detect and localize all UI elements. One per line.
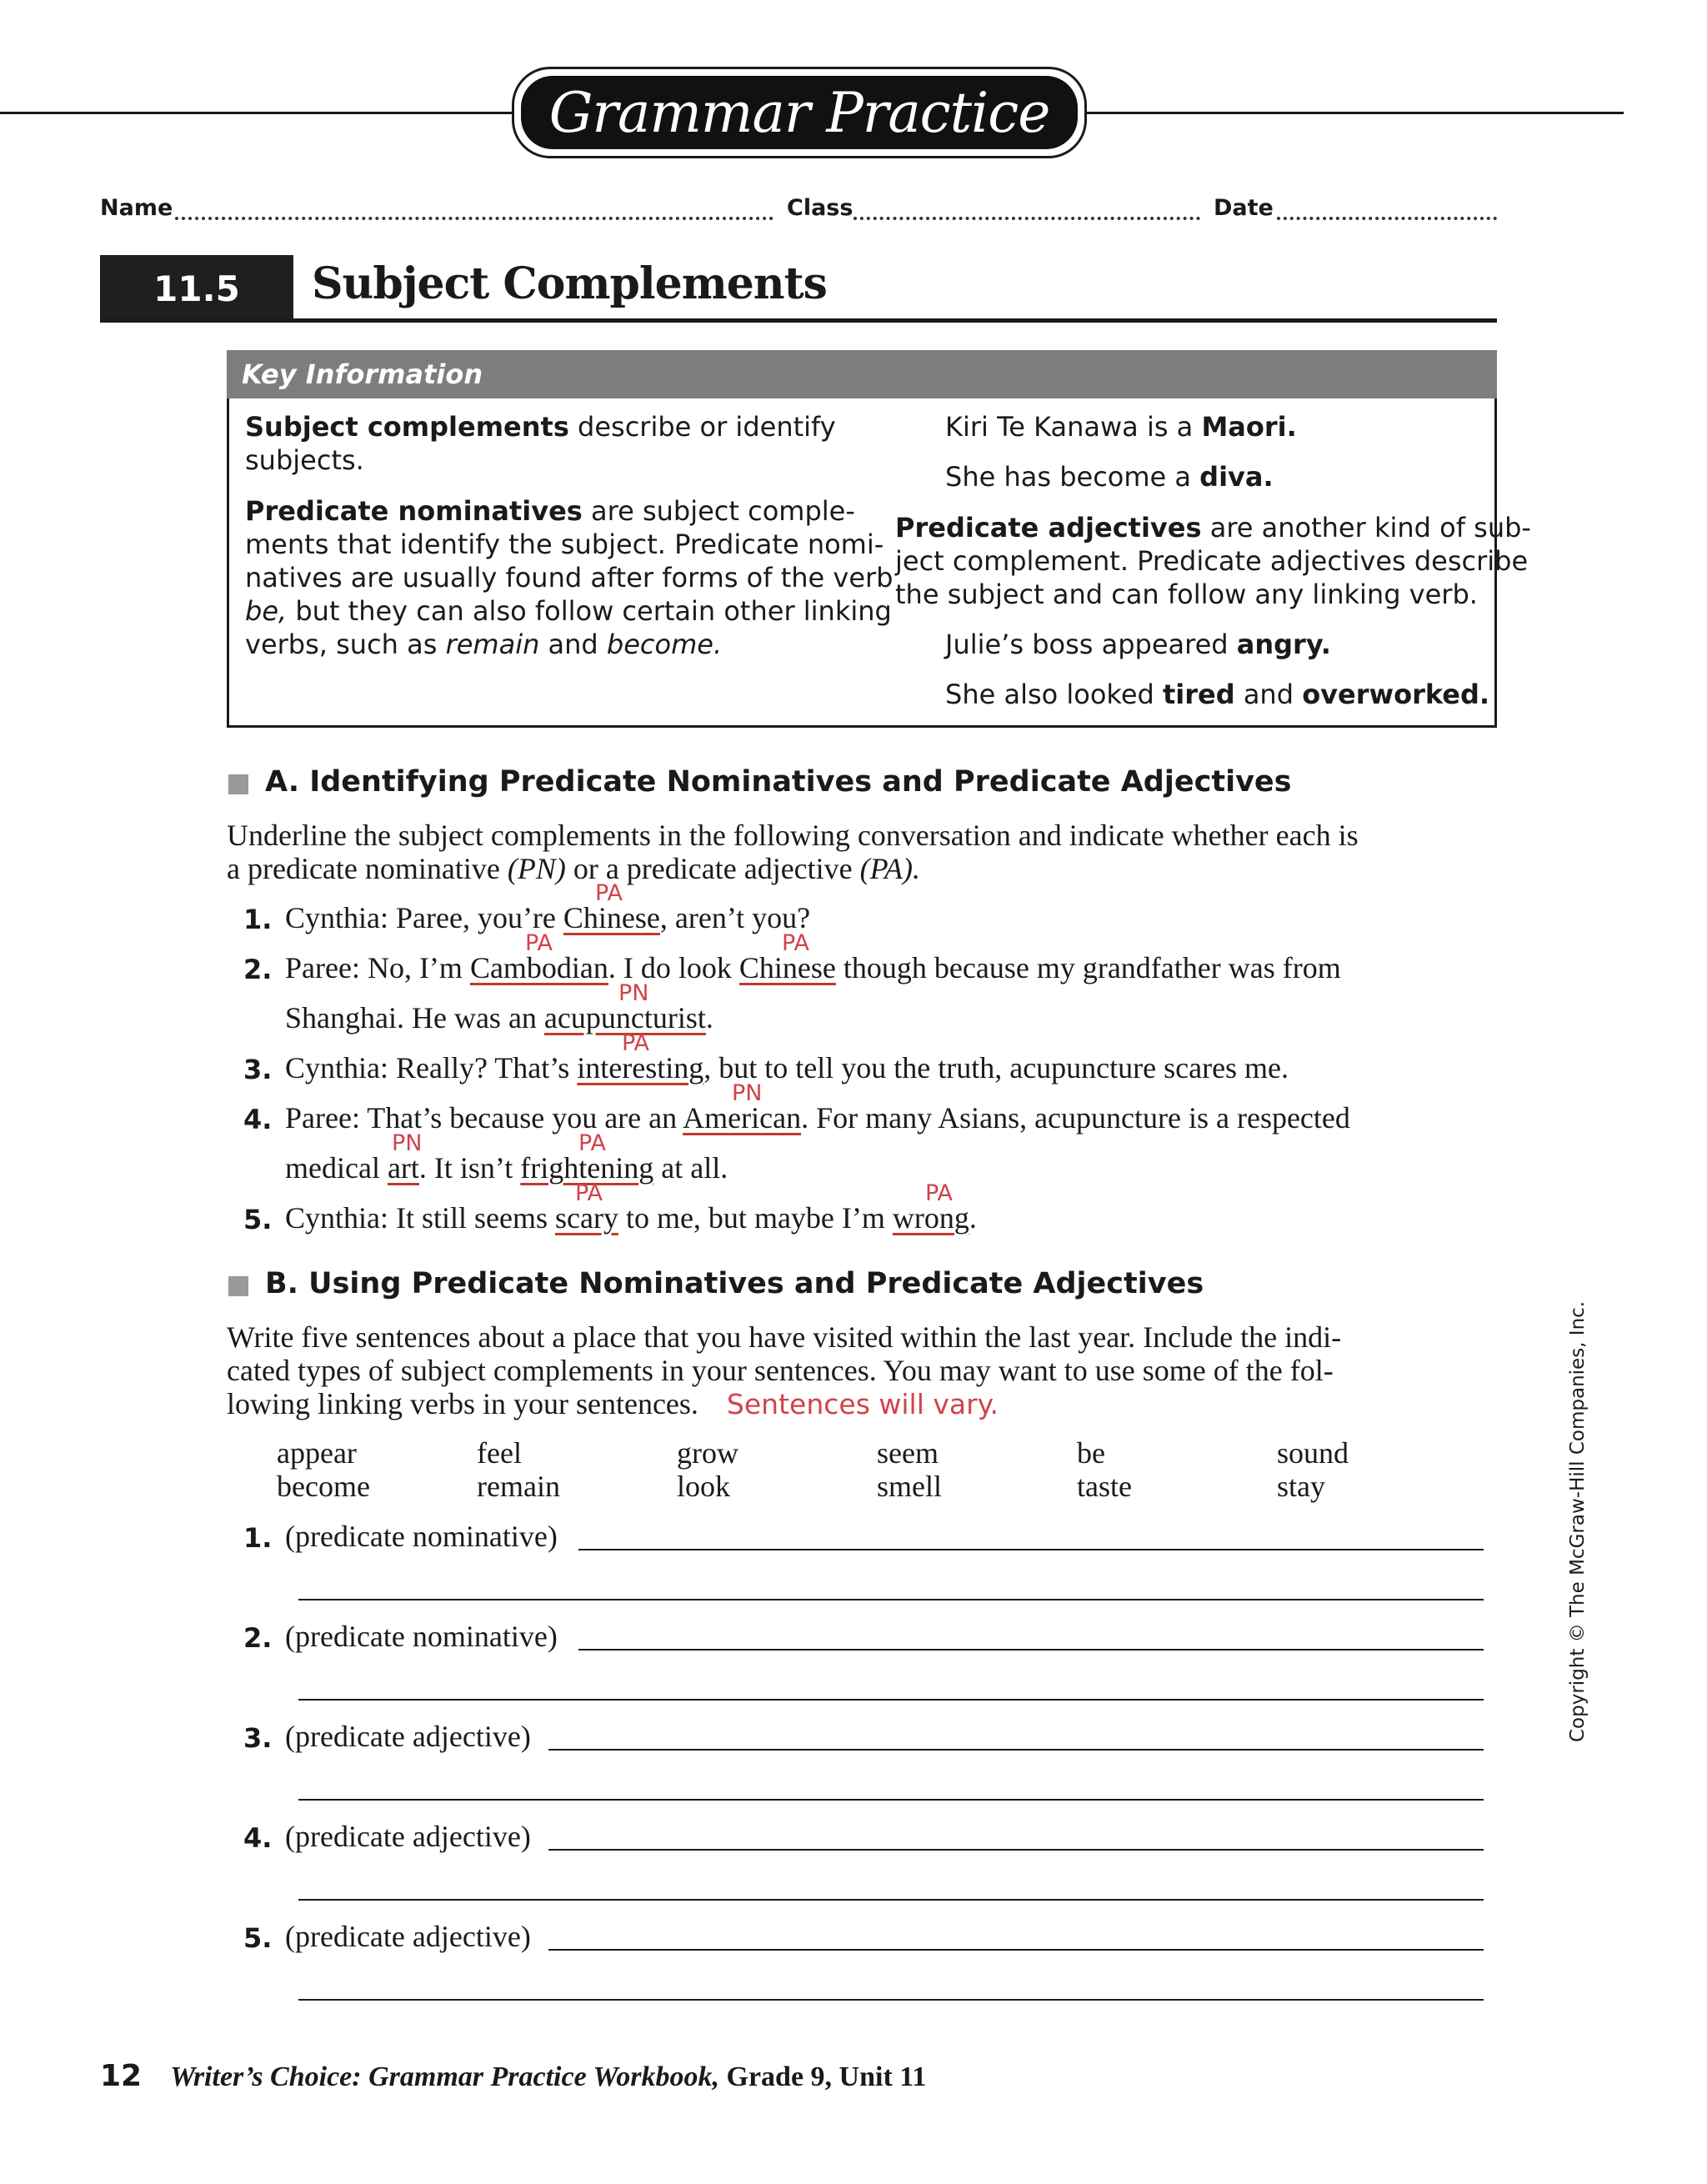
section-title: Subject Complements — [312, 258, 827, 309]
item-number: 1. — [243, 904, 273, 935]
writing-line[interactable] — [298, 1899, 1484, 1901]
part-b-square-icon — [228, 1276, 248, 1296]
part-a-instructions-line2: a predicate nominative (PN) or a predicate adjective (PA). — [227, 852, 920, 885]
underlined-complement: American — [683, 1101, 802, 1135]
banner-title: Grammar Practice — [521, 76, 1078, 149]
conversation-line: Paree: That’s because you are an American. For many Asians, acupuncture is a respected — [285, 1101, 1350, 1135]
book-title: Writer’s Choice: Grammar Practice Workbook, — [170, 2061, 719, 2092]
underlined-complement: art — [387, 1151, 419, 1185]
key-left-p2-line5: verbs, such as remain and become. — [245, 629, 723, 660]
writing-line[interactable] — [548, 1749, 1484, 1751]
key-left-p2-line2: ments that identify the subject. Predicate nomi- — [245, 528, 884, 560]
key-left-p1-line1: Subject complements describe or identify — [245, 411, 836, 443]
item-number: 5. — [243, 1204, 273, 1235]
key-example-3: Julie’s boss appeared angry. — [945, 629, 1331, 660]
writing-line[interactable] — [298, 1999, 1484, 2001]
date-field[interactable] — [1277, 217, 1497, 220]
writing-line[interactable] — [548, 1849, 1484, 1851]
underlined-complement: Chinese — [738, 951, 836, 984]
item-number: 4. — [243, 1104, 273, 1135]
complement-mark: PA — [622, 1030, 650, 1056]
verb: be — [1077, 1436, 1105, 1470]
complement-mark: PA — [575, 1180, 603, 1206]
item-number: 5. — [243, 1922, 273, 1954]
part-b-instructions-line2: cated types of subject complements in your sentences. You may want to use some of the fol- — [227, 1354, 1334, 1387]
underlined-complement: Chinese — [563, 901, 660, 934]
conversation-line: Cynthia: It still seems scary to me, but maybe I’m wrong. — [285, 1201, 977, 1235]
page-footer — [100, 2059, 926, 2093]
key-left-p2-line4: be, but they can also follow certain other linking — [245, 595, 892, 627]
writing-line[interactable] — [298, 1699, 1484, 1701]
item-label: (predicate adjective) — [285, 1920, 531, 1953]
writing-line[interactable] — [578, 1649, 1484, 1651]
part-a-title: A. Identifying Predicate Nominatives and Predicate Adjectives — [265, 765, 1292, 799]
verb: look — [677, 1470, 731, 1503]
conversation-line: Paree: No, I’m Cambodian. I do look Chinese though because my grandfather was from — [285, 951, 1341, 984]
underlined-complement: frightening — [520, 1151, 654, 1185]
item-number: 1. — [243, 1522, 273, 1554]
complement-mark: PA — [782, 930, 810, 956]
underlined-complement: acupuncturist — [543, 1001, 706, 1034]
verb: feel — [477, 1436, 522, 1470]
class-label: Class — [787, 195, 854, 221]
banner — [512, 67, 1087, 158]
section-number: 11.5 — [100, 255, 293, 322]
key-left-p1-line2: subjects. — [245, 444, 364, 476]
page-number: 12 — [100, 2059, 143, 2093]
key-left-p2-line1: Predicate nominatives are subject comple- — [245, 495, 855, 527]
key-right-p-line3: the subject and can follow any linking verb. — [895, 579, 1478, 610]
date-label: Date — [1214, 195, 1274, 221]
item-label: (predicate nominative) — [285, 1520, 558, 1553]
section-rule — [100, 318, 1497, 323]
banner-rule-right — [1087, 112, 1624, 114]
part-a-instructions-line1: Underline the subject complements in the following conversation and indicate whether each is — [227, 819, 1359, 852]
banner-rule-left — [0, 112, 512, 114]
underlined-complement: scary — [554, 1201, 618, 1235]
item-number: 3. — [243, 1722, 273, 1754]
verb: stay — [1277, 1470, 1325, 1503]
conversation-line: medical art. It isn’t frightening at all. — [285, 1151, 728, 1185]
complement-mark: PA — [595, 880, 623, 906]
key-example-2: She has become a diva. — [945, 461, 1274, 493]
complement-mark: PN — [732, 1080, 763, 1106]
writing-line[interactable] — [548, 1949, 1484, 1951]
complement-mark: PN — [618, 980, 649, 1006]
writing-line[interactable] — [298, 1799, 1484, 1801]
key-left-p2-line3: natives are usually found after forms of the verb — [245, 562, 894, 594]
item-number: 2. — [243, 1622, 273, 1654]
key-right-p-line2: ject complement. Predicate adjectives describe — [895, 545, 1529, 577]
answer-note: Sentences will vary. — [726, 1388, 999, 1420]
complement-mark: PA — [525, 930, 553, 956]
underlined-complement: interesting — [577, 1051, 704, 1084]
part-a-square-icon — [228, 774, 248, 794]
part-b-instructions-line1: Write five sentences about a place that you have visited within the last year. Include the indi- — [227, 1320, 1342, 1354]
part-b-title: B. Using Predicate Nominatives and Predicate Adjectives — [265, 1267, 1204, 1300]
verb: grow — [677, 1436, 738, 1470]
verb: seem — [877, 1436, 939, 1470]
key-info-heading: Key Information — [227, 350, 1497, 398]
conversation-line: Cynthia: Paree, you’re Chinese, aren’t you? — [285, 901, 811, 934]
class-field[interactable] — [854, 217, 1200, 220]
name-label: Name — [100, 195, 173, 221]
verb: sound — [1277, 1436, 1349, 1470]
verb: remain — [477, 1470, 560, 1503]
item-number: 2. — [243, 954, 273, 985]
item-number: 4. — [243, 1822, 273, 1854]
underlined-complement: Cambodian — [469, 951, 608, 984]
writing-line[interactable] — [578, 1549, 1484, 1550]
key-right-p-line1: Predicate adjectives are another kind of sub- — [895, 512, 1531, 543]
item-label: (predicate nominative) — [285, 1620, 558, 1653]
part-b-instructions-line3: lowing linking verbs in your sentences. Sentences will vary. — [227, 1387, 999, 1420]
grade-unit: Grade 9, Unit 11 — [719, 2061, 927, 2092]
complement-mark: PA — [578, 1130, 607, 1156]
copyright-notice: Copyright © The McGraw-Hill Companies, Inc. — [1567, 1300, 1589, 1742]
verb: become — [277, 1470, 370, 1503]
item-number: 3. — [243, 1054, 273, 1085]
key-example-4: She also looked tired and overworked. — [945, 679, 1490, 710]
underlined-complement: wrong — [892, 1201, 969, 1235]
item-label: (predicate adjective) — [285, 1820, 531, 1853]
key-example-1: Kiri Te Kanawa is a Maori. — [945, 411, 1297, 443]
item-label: (predicate adjective) — [285, 1720, 531, 1753]
complement-mark: PA — [925, 1180, 954, 1206]
conversation-line: Shanghai. He was an acupuncturist. — [285, 1001, 713, 1034]
conversation-line: Cynthia: Really? That’s interesting, but to tell you the truth, acupuncture scares me. — [285, 1051, 1289, 1084]
verb: appear — [277, 1436, 357, 1470]
verb: taste — [1077, 1470, 1132, 1503]
writing-line[interactable] — [298, 1599, 1484, 1600]
verb: smell — [877, 1470, 942, 1503]
name-field[interactable] — [175, 217, 773, 220]
complement-mark: PN — [392, 1130, 423, 1156]
